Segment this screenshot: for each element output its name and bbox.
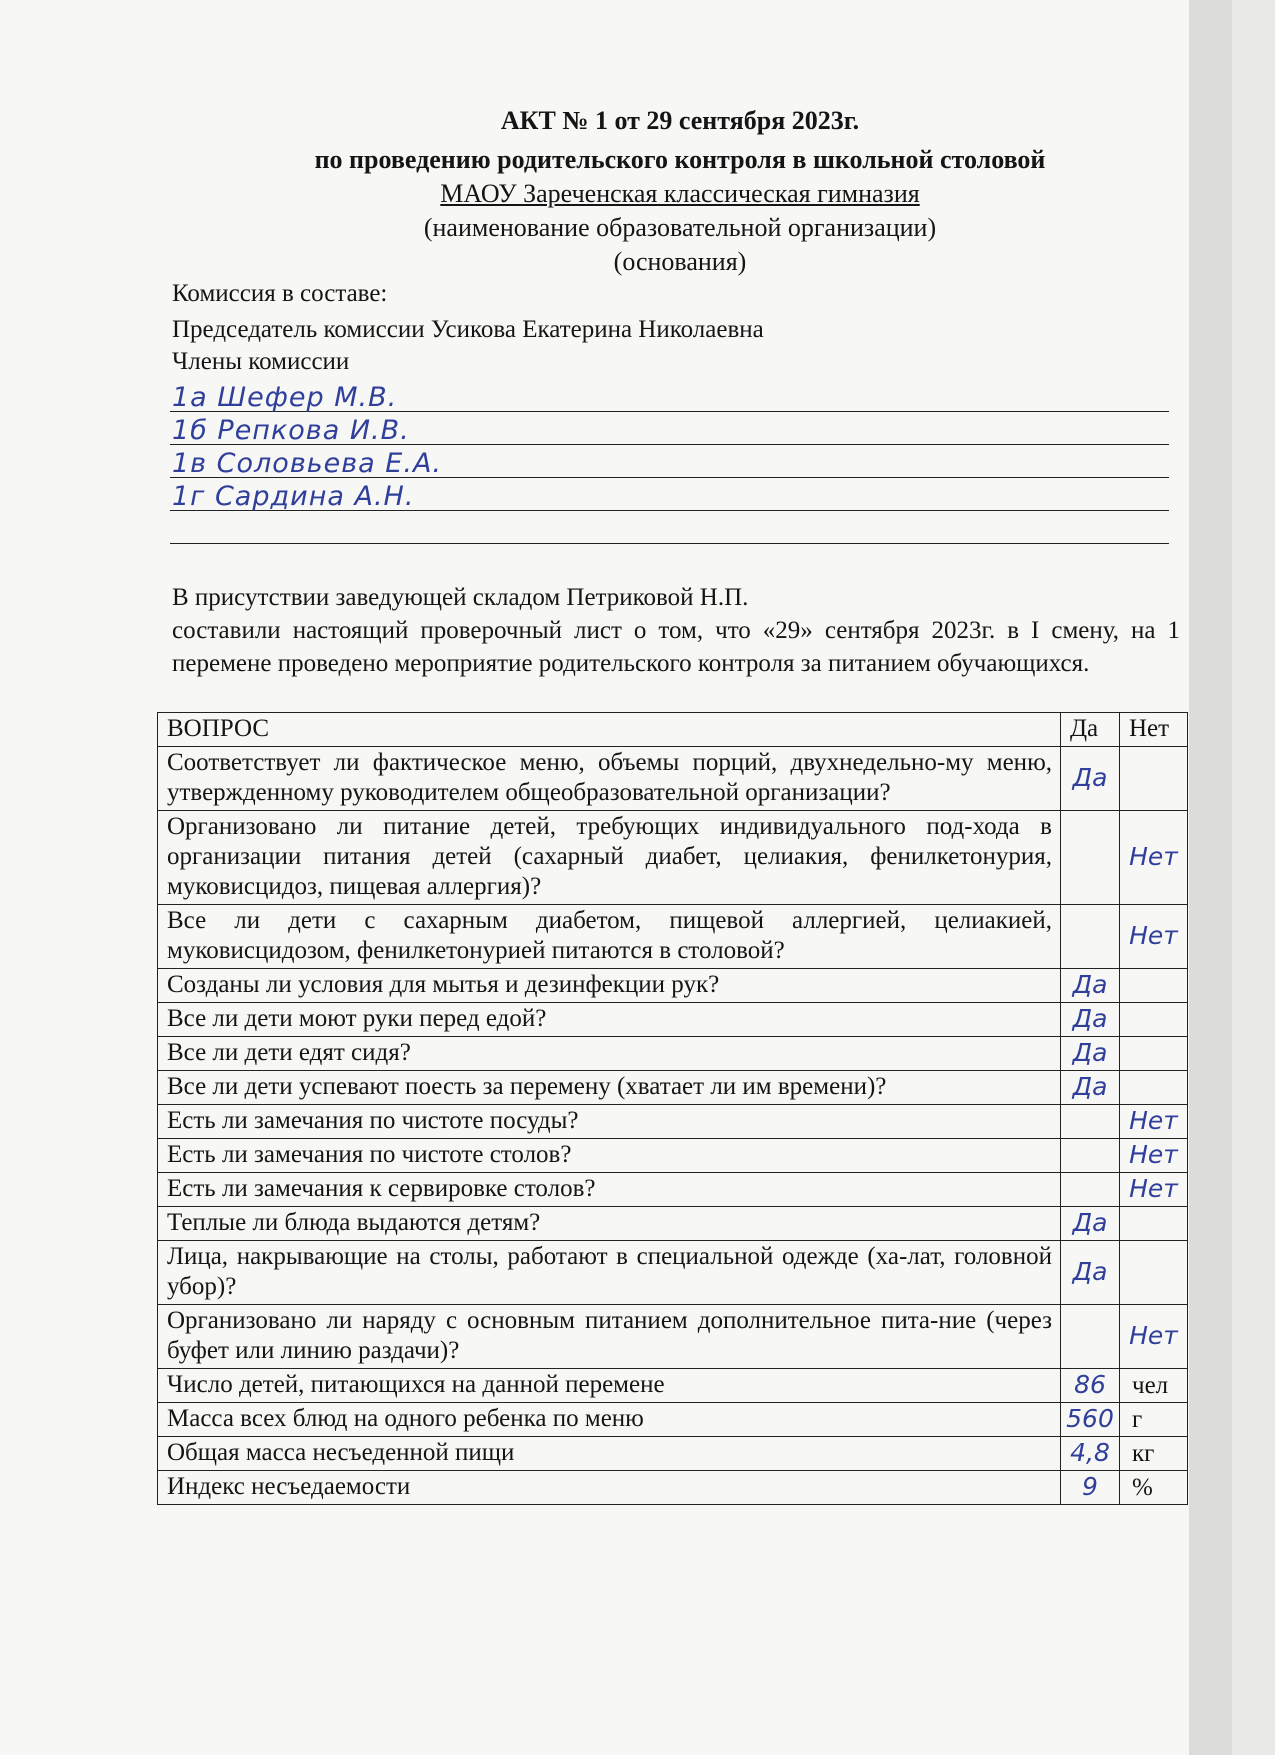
yes-cell (1061, 1173, 1120, 1207)
question-cell: Все ли дети едят сидя? (158, 1037, 1061, 1071)
question-cell: Организовано ли наряду с основным питанием дополнительное пита-ние (через буфет или линию раздачи)? (158, 1305, 1061, 1369)
checklist-table (157, 712, 1188, 1505)
measure-row (158, 1403, 1188, 1437)
question-cell: Организовано ли питание детей, требующих индивидуального под-хода в организации питания детей (сахарный диабет, целиакия, фенилкетонурия, муковисцидоз, пищевая аллергия)? (158, 811, 1061, 905)
member-line (170, 413, 1169, 445)
no-mark: Нет (1129, 1174, 1178, 1203)
measure-value: 560 (1066, 1404, 1114, 1433)
basis-caption: (основания) (613, 247, 747, 276)
member-name: 1г Сардина А.Н. (172, 481, 415, 512)
table-row (158, 905, 1188, 969)
member-name: 1б Репкова И.В. (172, 415, 410, 446)
yes-mark: Да (1072, 1038, 1108, 1067)
question-cell: Все ли дети моют руки перед едой? (158, 1003, 1061, 1037)
question-cell: Созданы ли условия для мытья и дезинфекции рук? (158, 969, 1061, 1003)
question-cell: Есть ли замечания по чистоте посуды? (158, 1105, 1061, 1139)
table-row (158, 1139, 1188, 1173)
measure-unit: кг (1120, 1437, 1188, 1471)
no-cell (1120, 1105, 1188, 1139)
table-row (158, 1173, 1188, 1207)
yes-cell (1061, 811, 1120, 905)
yes-cell (1061, 1037, 1120, 1071)
statement-paragraph: составили настоящий проверочный лист о том, что «29» сентября 2023г. в I смену, на 1 перемене проведено мероприятие родительского контроля за питанием обучающихся. (172, 617, 1180, 677)
no-cell (1120, 1071, 1188, 1105)
measure-value-cell (1061, 1437, 1120, 1471)
document-title: АКТ № 1 от 29 сентября 2023г. (500, 106, 860, 135)
yes-mark: Да (1072, 1004, 1108, 1033)
table-header-row (158, 713, 1188, 747)
measure-label: Масса всех блюд на одного ребенка по меню (158, 1403, 1061, 1437)
measure-value: 9 (1082, 1472, 1098, 1501)
organization-caption: (наименование образовательной организации) (423, 213, 937, 242)
no-cell (1120, 969, 1188, 1003)
no-cell (1120, 1241, 1188, 1305)
member-line (170, 446, 1169, 478)
yes-mark: Да (1072, 1208, 1108, 1237)
table-row (158, 1207, 1188, 1241)
no-mark: Нет (1129, 1321, 1178, 1350)
commission-label: Комиссия в составе: (172, 280, 388, 307)
member-line (170, 380, 1169, 412)
no-cell (1120, 1173, 1188, 1207)
table-row (158, 1305, 1188, 1369)
no-mark: Нет (1129, 921, 1178, 950)
table-row (158, 969, 1188, 1003)
table-row (158, 747, 1188, 811)
table-row (158, 1071, 1188, 1105)
measure-row (158, 1471, 1188, 1505)
presence-line: В присутствии заведующей складом Петриковой Н.П. (172, 584, 749, 611)
yes-cell (1061, 747, 1120, 811)
measure-unit: % (1120, 1471, 1188, 1505)
question-cell: Лица, накрывающие на столы, работают в специальной одежде (ха-лат, головной убор)? (158, 1241, 1061, 1305)
table-row (158, 1241, 1188, 1305)
measure-unit: г (1120, 1403, 1188, 1437)
question-cell: Соответствует ли фактическое меню, объемы порций, двухнедельно-му меню, утвержденному руководителем общеобразовательной организации? (158, 747, 1061, 811)
no-mark: Нет (1129, 842, 1178, 871)
measure-value-cell (1061, 1369, 1120, 1403)
yes-cell (1061, 1207, 1120, 1241)
no-cell (1120, 1037, 1188, 1071)
no-cell (1120, 1207, 1188, 1241)
header-yes: Да (1061, 713, 1120, 747)
header-question: ВОПРОС (158, 713, 1061, 747)
measure-value-cell (1061, 1403, 1120, 1437)
no-cell (1120, 1139, 1188, 1173)
member-name: 1а Шефер М.В. (172, 382, 398, 413)
yes-cell (1061, 1071, 1120, 1105)
measure-label: Индекс несъедаемости (158, 1471, 1061, 1505)
yes-mark: Да (1072, 1072, 1108, 1101)
organization-name: МАОУ Зареченская классическая гимназия (440, 179, 920, 208)
question-cell: Все ли дети с сахарным диабетом, пищевой аллергией, целиакией, муковисцидозом, фенилкетонурией питаются в столовой? (158, 905, 1061, 969)
measure-value: 4,8 (1070, 1438, 1110, 1467)
member-name: 1в Соловьева Е.А. (172, 448, 442, 479)
yes-mark: Да (1072, 763, 1108, 792)
yes-cell (1061, 969, 1120, 1003)
member-line (170, 479, 1169, 511)
yes-cell (1061, 1241, 1120, 1305)
yes-cell (1061, 1105, 1120, 1139)
question-cell: Теплые ли блюда выдаются детям? (158, 1207, 1061, 1241)
yes-cell (1061, 1003, 1120, 1037)
measure-value-cell (1061, 1471, 1120, 1505)
commission-chairman: Председатель комиссии Усикова Екатерина Николаевна (172, 316, 764, 343)
yes-mark: Да (1072, 1257, 1108, 1286)
no-mark: Нет (1129, 1106, 1178, 1135)
member-line (170, 512, 1169, 544)
no-cell (1120, 905, 1188, 969)
no-cell (1120, 811, 1188, 905)
table-row (158, 1037, 1188, 1071)
no-cell (1120, 1003, 1188, 1037)
header-no: Нет (1120, 713, 1188, 747)
measure-row (158, 1369, 1188, 1403)
question-cell: Есть ли замечания по чистоте столов? (158, 1139, 1061, 1173)
no-mark: Нет (1129, 1140, 1178, 1169)
measure-unit: чел (1120, 1369, 1188, 1403)
question-cell: Есть ли замечания к сервировке столов? (158, 1173, 1061, 1207)
measure-value: 86 (1074, 1370, 1106, 1399)
yes-mark: Да (1072, 970, 1108, 999)
table-row (158, 1003, 1188, 1037)
no-cell (1120, 747, 1188, 811)
question-cell: Все ли дети успевают поесть за перемену (хватает ли им времени)? (158, 1071, 1061, 1105)
no-cell (1120, 1305, 1188, 1369)
measure-label: Число детей, питающихся на данной перемене (158, 1369, 1061, 1403)
commission-members-label: Члены комиссии (172, 348, 350, 375)
measure-label: Общая масса несъеденной пищи (158, 1437, 1061, 1471)
yes-cell (1061, 905, 1120, 969)
table-row (158, 1105, 1188, 1139)
table-row (158, 811, 1188, 905)
measure-row (158, 1437, 1188, 1471)
yes-cell (1061, 1139, 1120, 1173)
document-subtitle: по проведению родительского контроля в школьной столовой (314, 145, 1046, 174)
yes-cell (1061, 1305, 1120, 1369)
